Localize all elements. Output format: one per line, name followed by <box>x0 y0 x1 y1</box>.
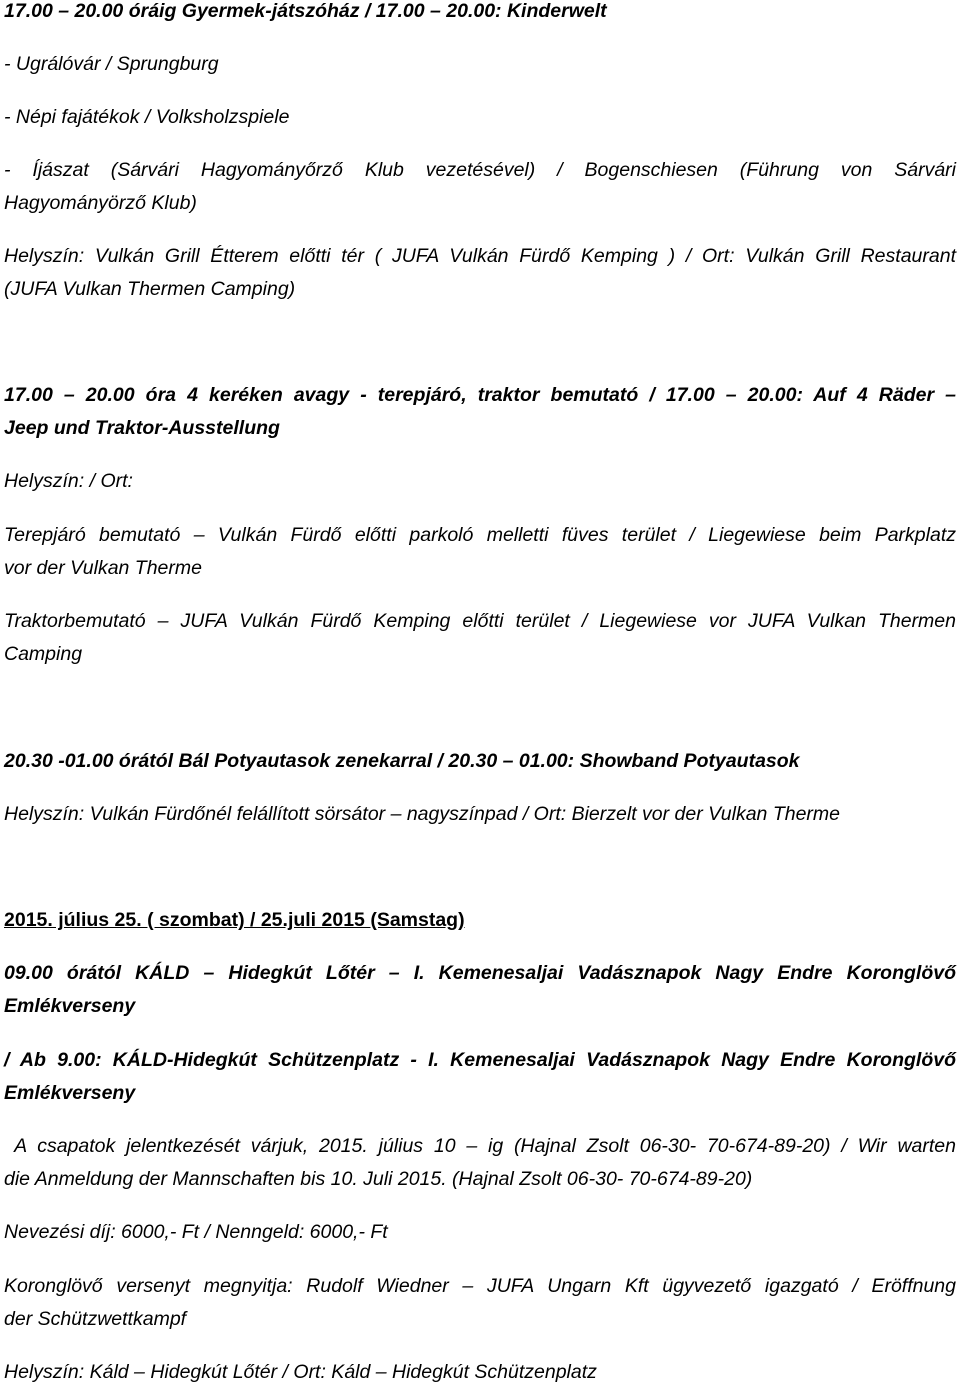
shooting-event-de-line1: / Ab 9.00: KÁLD-Hidegkút Schützenplatz - I. Kemenesaljai Vadásznapok Nagy Endre Koronglövő <box>4 1049 956 1071</box>
kinderwelt-venue-line1: Helyszín: Vulkán Grill Étterem előtti tér ( JUFA Vulkán Fürdő Kemping ) / Ort: Vulkán Grill Restaurant <box>4 245 956 267</box>
ball-heading: 20.30 -01.00 órától Bál Potyautasok zenekarral / 20.30 – 01.00: Showband Potyautasok <box>4 750 800 772</box>
tractor-line2: Camping <box>4 643 83 665</box>
list-item-archery-line2: Hagyományörző Klub) <box>4 192 197 214</box>
saturday-date: 2015. július 25. ( szombat) / 25.juli 2015 (Samstag) <box>4 909 465 931</box>
saturday-venue: Helyszín: Káld – Hidegkút Lőtér / Ort: Káld – Hidegkút Schützenplatz <box>4 1361 597 1383</box>
jeep-show-heading-line1: 17.00 – 20.00 óra 4 keréken avagy - terepjáró, traktor bemutató / 17.00 – 20.00: Auf 4 Räder – <box>4 384 956 406</box>
ball-venue: Helyszín: Vulkán Fürdőnél felállított sörsátor – nagyszínpad / Ort: Bierzelt vor der Vulkan Therme <box>4 803 841 825</box>
jeep-show-heading-line2: Jeep und Traktor-Ausstellung <box>4 417 280 439</box>
jeep-show-venue-label: Helyszín: / Ort: <box>4 470 133 492</box>
opening-line2: der Schützwettkampf <box>4 1308 187 1330</box>
list-item-volksholzspiele: - Népi fajátékok / Volksholzspiele <box>4 106 290 128</box>
shooting-event-hu-line2: Emlékverseny <box>4 995 136 1017</box>
shooting-event-de-line2: Emlékverseny <box>4 1082 136 1104</box>
list-item-sprungburg: - Ugrálóvár / Sprungburg <box>4 53 219 75</box>
kinderwelt-venue-line2: (JUFA Vulkan Thermen Camping) <box>4 278 296 300</box>
kinderwelt-heading: 17.00 – 20.00 óráig Gyermek-játszóház / 17.00 – 20.00: Kinderwelt <box>4 0 607 22</box>
registration-line1: A csapatok jelentkezését várjuk, 2015. július 10 – ig (Hajnal Zsolt 06-30- 70-674-89-20) / Wir warten <box>4 1135 956 1157</box>
tractor-line1: Traktorbemutató – JUFA Vulkán Fürdő Kemping előtti terület / Liegewiese vor JUFA Vulkan Thermen <box>4 610 956 632</box>
shooting-event-hu-line1: 09.00 órától KÁLD – Hidegkút Lőtér – I. Kemenesaljai Vadásznapok Nagy Endre Koronglövő <box>4 962 956 984</box>
offroad-line2: vor der Vulkan Therme <box>4 557 202 579</box>
list-item-archery-line1: - Íjászat (Sárvári Hagyományőrző Klub vezetésével) / Bogenschiesen (Führung von Sárvári <box>4 159 956 181</box>
registration-line2: die Anmeldung der Mannschaften bis 10. Juli 2015. (Hajnal Zsolt 06-30- 70-674-89-20) <box>4 1168 753 1190</box>
entry-fee: Nevezési díj: 6000,- Ft / Nenngeld: 6000,- Ft <box>4 1221 388 1243</box>
offroad-line1: Terepjáró bemutató – Vulkán Fürdő előtti parkoló melletti füves terület / Liegewiese beim Parkplatz <box>4 524 956 546</box>
opening-line1: Koronglövő versenyt megnyitja: Rudolf Wiedner – JUFA Ungarn Kft ügyvezető igazgató / Eröffnung <box>4 1275 956 1297</box>
